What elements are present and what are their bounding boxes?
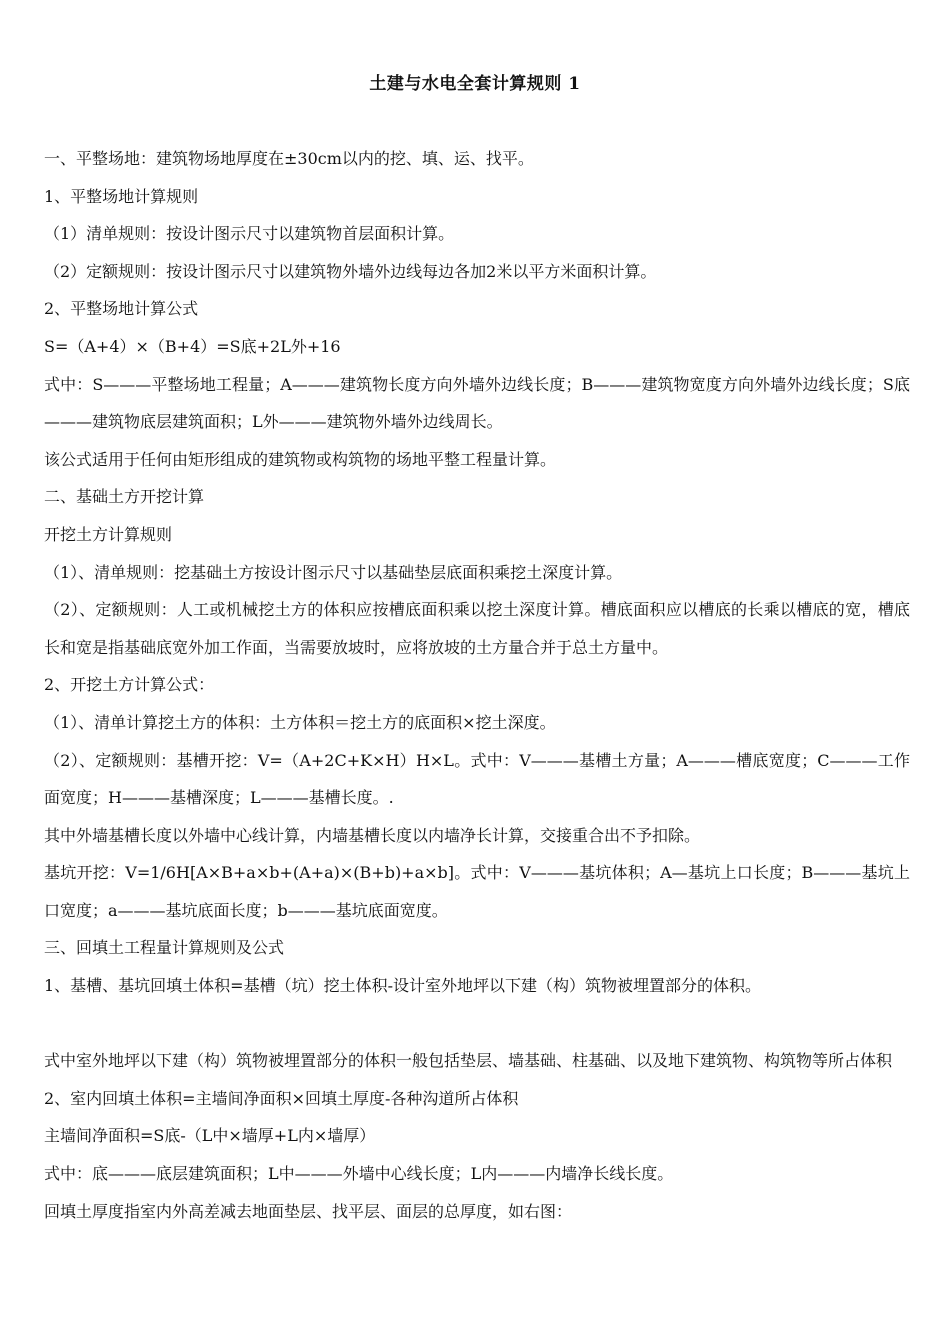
document-body (44, 140, 910, 1230)
paragraph-9: 二、基础土方开挖计算 (44, 487, 205, 507)
paragraph-17: 基坑开挖：V=1/6H[A×B+a×b+(A+a)×(B+b)+a×b]。式中：V———基坑体积；A—基坑上口长度；B———基坑上口宽度；a———基坑底面长度；b———基坑底面宽度。 (44, 863, 910, 920)
paragraph-12: （2）、定额规则：人工或机械挖土方的体积应按槽底面积乘以挖土深度计算。槽底面积应以槽底的长乘以槽底的宽，槽底长和宽是指基础底宽外加工作面，当需要放坡时，应将放坡的土方量合并于总土方量中。 (44, 600, 910, 657)
paragraph-2: 1、平整场地计算规则 (44, 186, 199, 206)
paragraph-23: 主墙间净面积=S底-（L中×墙厚+L内×墙厚） (44, 1126, 376, 1146)
paragraph-4: （2）定额规则：按设计图示尺寸以建筑物外墙外边线每边各加2米以平方米面积计算。 (44, 261, 657, 281)
paragraph-1: 一、平整场地：建筑物场地厚度在±30cm以内的挖、填、运、找平。 (44, 149, 534, 168)
paragraph-spacer (44, 1005, 910, 1043)
paragraph-10: 开挖土方计算规则 (44, 524, 173, 544)
page-title: 土建与水电全套计算规则 1 (369, 74, 581, 94)
paragraph-3: （1）清单规则：按设计图示尺寸以建筑物首层面积计算。 (44, 224, 455, 244)
paragraph-19: 1、基槽、基坑回填土体积=基槽（坑）挖土体积-设计室外地坪以下建（构）筑物被埋置部分的体积。 (44, 976, 761, 996)
paragraph-22: 2、室内回填土体积=主墙间净面积×回填土厚度-各种沟道所占体积 (44, 1088, 519, 1108)
paragraph-5: 2、平整场地计算公式 (44, 299, 199, 319)
paragraph-7: 式中：S———平整场地工程量；A———建筑物长度方向外墙外边线长度；B———建筑物宽度方向外墙外边线长度；S底———建筑物底层建筑面积；L外———建筑物外墙外边线周长。 (44, 374, 910, 432)
paragraph-8: 该公式适用于任何由矩形组成的建筑物或构筑物的场地平整工程量计算。 (44, 449, 557, 469)
paragraph-6: S=（A+4）×（B+4）=S底+2L外+16 (44, 336, 341, 356)
paragraph-13: 2、开挖土方计算公式： (44, 675, 215, 695)
paragraph-16: 其中外墙基槽长度以外墙中心线计算，内墙基槽长度以内墙净长计算，交接重合出不予扣除。 (44, 825, 701, 845)
paragraph-15: （2）、定额规则：基槽开挖：V=（A+2C+K×H）H×L。式中：V———基槽土方量；A———槽底宽度；C———工作面宽度；H———基槽深度；L———基槽长度。. (44, 750, 910, 808)
paragraph-24: 式中：底———底层建筑面积；L中———外墙中心线长度；L内———内墙净长线长度。 (44, 1164, 674, 1184)
paragraph-11: （1）、清单规则：挖基础土方按设计图示尺寸以基础垫层底面积乘挖土深度计算。 (44, 562, 623, 582)
paragraph-18: 三、回填土工程量计算规则及公式 (44, 938, 285, 958)
paragraph-25: 回填土厚度指室内外高差减去地面垫层、找平层、面层的总厚度，如右图： (44, 1201, 573, 1221)
paragraph-14: （1）、清单计算挖土方的体积：土方体积＝挖土方的底面积×挖土深度。 (44, 712, 556, 732)
paragraph-21: 式中室外地坪以下建（构）筑物被埋置部分的体积一般包括垫层、墙基础、柱基础、以及地下建筑物、构筑物等所占体积 (44, 1051, 893, 1071)
